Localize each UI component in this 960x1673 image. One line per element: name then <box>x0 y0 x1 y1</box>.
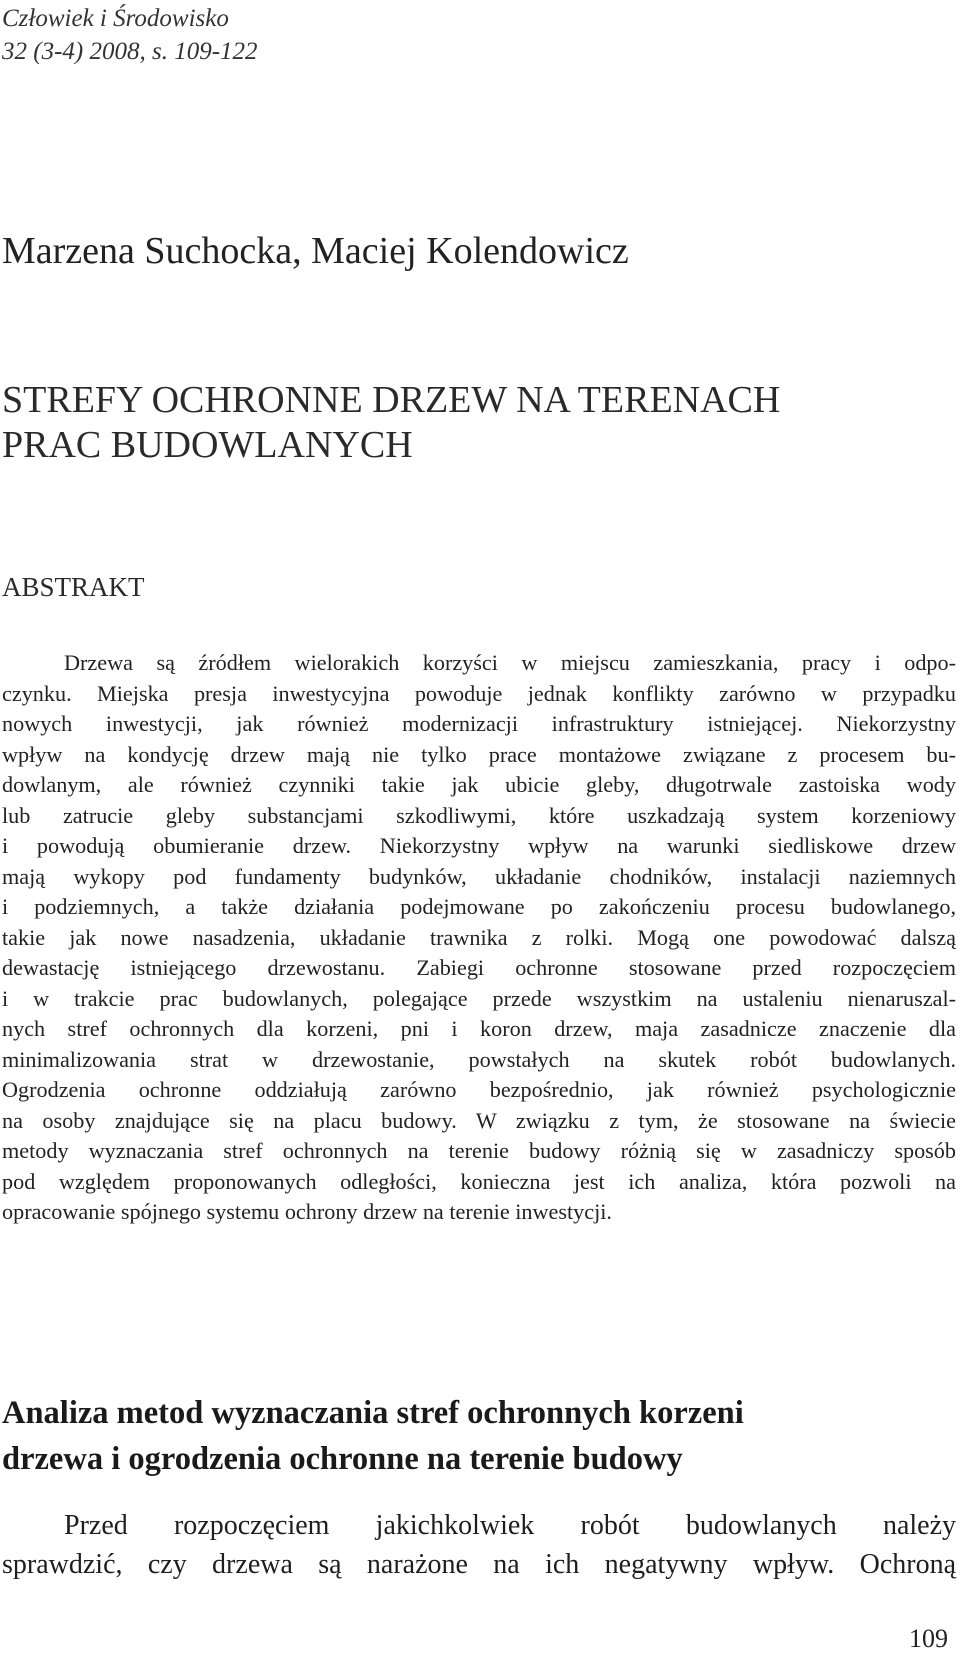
abstract-heading: ABSTRAKT <box>2 572 145 602</box>
section-heading-line: Analiza metod wyznaczania stref ochronnych korzeni <box>2 1395 744 1431</box>
abstract-line: nych stref ochronnych dla korzeni, pni i koron drzew, maja zasadnicze znaczenie dla <box>2 1016 956 1041</box>
abstract-line: Ogrodzenia ochronne oddziałują zarówno bezpośrednio, jak również psychologicznie <box>2 1077 956 1102</box>
article-title-line: STREFY OCHRONNE DRZEW NA TERENACH <box>2 379 781 421</box>
abstract-line: metody wyznaczania stref ochronnych na terenie budowy różnią się w zasadniczy sposób <box>2 1138 956 1163</box>
page-number: 109 <box>909 1624 948 1653</box>
abstract-text <box>2 648 956 1228</box>
abstract-line: dowlanym, ale również czynniki takie jak ubicie gleby, długotrwale zastoiska wody <box>2 772 956 797</box>
journal-header <box>2 2 258 68</box>
abstract-line: i w trakcie prac budowlanych, polegające przede wszystkim na ustaleniu nienaruszal- <box>2 985 956 1011</box>
section-heading-line: drzewa i ogrodzenia ochronne na terenie budowy <box>2 1441 683 1477</box>
abstract-line: nowych inwestycji, jak również modernizacji infrastruktury istniejącej. Niekorzystny <box>2 711 956 736</box>
abstract-line: na osoby znajdujące się na placu budowy. W związku z tym, że stosowane na świecie <box>2 1107 956 1133</box>
article-title-line: PRAC BUDOWLANYCH <box>2 424 413 466</box>
abstract-line: lub zatrucie gleby substancjami szkodliwymi, które uszkadzają system korzeniowy <box>2 802 956 828</box>
abstract-line: i podziemnych, a także działania podejmowane po zakończeniu procesu budowlanego, <box>2 894 956 919</box>
abstract-line: wpływ na kondycję drzew mają nie tylko prace montażowe związane z procesem bu- <box>2 741 956 767</box>
abstract-line: takie jak nowe nasadzenia, układanie trawnika z rolki. Mogą one powodować dalszą <box>2 924 956 950</box>
abstract-line: dewastację istniejącego drzewostanu. Zabiegi ochronne stosowane przed rozpoczęciem <box>2 955 956 980</box>
abstract-line: i powodują obumieranie drzew. Niekorzystny wpływ na warunki siedliskowe drzew <box>2 833 956 858</box>
section-text <box>2 1506 956 1584</box>
author-names: Marzena Suchocka, Maciej Kolendowicz <box>2 230 629 272</box>
section-line: sprawdzić, czy drzewa są narażone na ich negatywny wpływ. Ochroną <box>2 1549 956 1580</box>
abstract-line: mają wykopy pod fundamenty budynków, układanie chodników, instalacji naziemnych <box>2 863 956 889</box>
abstract-line: minimalizowania strat w drzewostanie, powstałych na skutek robót budowlanych. <box>2 1046 956 1072</box>
section-line: Przed rozpoczęciem jakichkolwiek robót budowlanych należy <box>64 1510 956 1541</box>
journal-citation: 32 (3-4) 2008, s. 109-122 <box>2 38 258 65</box>
article-title <box>2 378 780 468</box>
section-heading <box>2 1390 744 1482</box>
abstract-line: pod względem proponowanych odległości, konieczna jest ich analiza, która pozwoli na <box>2 1168 956 1194</box>
journal-name: Człowiek i Środowisko <box>2 5 229 32</box>
abstract-line: opracowanie spójnego systemu ochrony drzew na terenie inwestycji. <box>2 1199 612 1224</box>
abstract-line: Drzewa są źródłem wielorakich korzyści w miejscu zamieszkania, pracy i odpo- <box>64 650 956 675</box>
abstract-line: czynku. Miejska presja inwestycyjna powoduje jednak konflikty zarówno w przypadku <box>2 680 956 706</box>
